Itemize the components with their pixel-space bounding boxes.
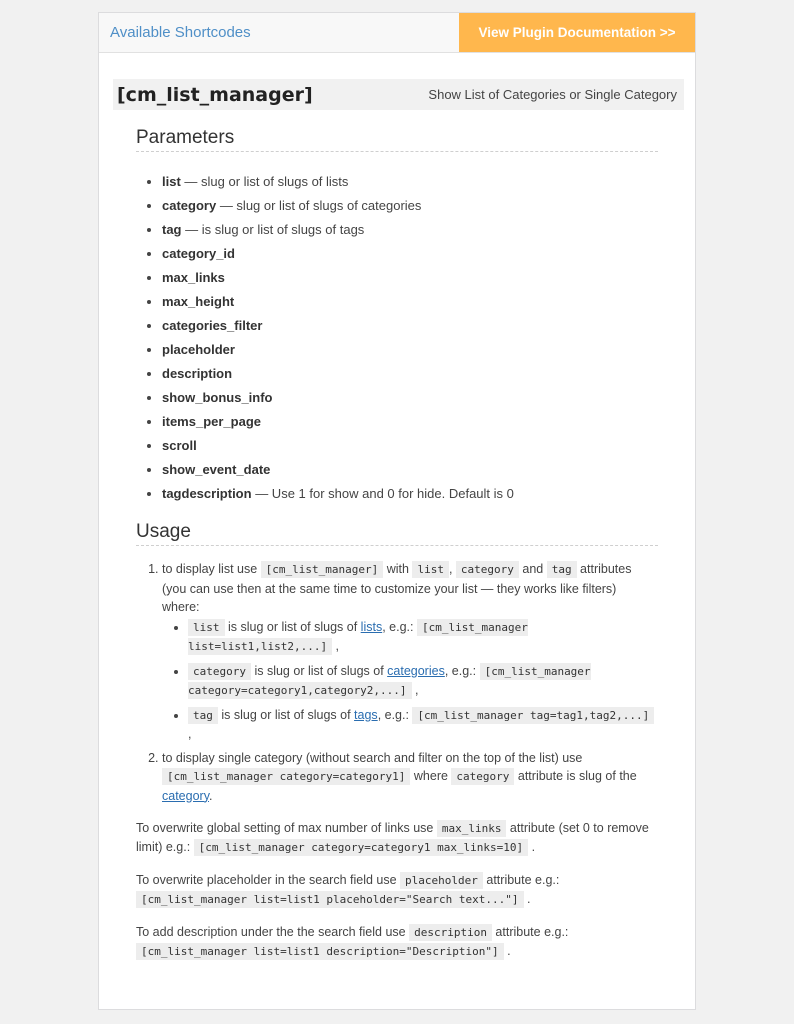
- sub-example-code: [cm_list_manager category=category1,category2,...]: [188, 664, 591, 697]
- parameter-item: [162, 242, 695, 266]
- parameter-name: items_per_page: [162, 414, 261, 429]
- step1-code-shortcode: [cm_list_manager]: [261, 561, 384, 578]
- parameter-name: tagdescription: [162, 486, 252, 501]
- step1-text-3: ,: [448, 562, 456, 576]
- sub-text: is slug or list of slugs of: [217, 707, 355, 722]
- parameters-heading: Parameters: [136, 127, 658, 152]
- sub-text: is slug or list of slugs of: [250, 663, 388, 678]
- parameter-item: [162, 314, 695, 338]
- usage-sub-item-category: [188, 662, 655, 701]
- para2-text-3: .: [523, 892, 531, 906]
- parameter-item: [162, 194, 695, 218]
- para1-code-attr: max_links: [437, 820, 507, 837]
- view-documentation-button[interactable]: View Plugin Documentation >>: [459, 13, 695, 52]
- parameter-item: [162, 386, 695, 410]
- step1-text-2: with: [383, 562, 413, 576]
- usage-sub-list: [162, 618, 655, 744]
- parameter-name: description: [162, 366, 233, 381]
- para3-text-1: To add description under the the search field use: [136, 925, 410, 939]
- sub-code: tag: [188, 707, 218, 724]
- para3-text-2: attribute e.g.:: [491, 925, 569, 939]
- parameter-description: — is slug or list of slugs of tags: [181, 222, 365, 237]
- parameter-description: — slug or list of slugs of lists: [180, 174, 349, 189]
- step1-code-category: category: [456, 561, 519, 578]
- parameter-name: list: [162, 174, 181, 189]
- para1-text-3: .: [528, 840, 536, 854]
- usage-sub-item-list: [188, 618, 655, 657]
- parameter-name: show_event_date: [162, 462, 271, 477]
- step2-text-3: attribute is slug of the: [514, 769, 637, 783]
- parameter-name: categories_filter: [162, 318, 263, 333]
- step1-text-4: and: [518, 562, 547, 576]
- panel-header: [99, 13, 695, 53]
- parameter-item: [162, 362, 695, 386]
- step1-code-tag: tag: [547, 561, 577, 578]
- usage-step-2: [162, 749, 655, 806]
- parameters-list: [99, 170, 695, 506]
- step2-text-4: .: [209, 788, 213, 803]
- para3-code-attr: description: [409, 924, 492, 941]
- usage-heading: Usage: [136, 521, 658, 546]
- shortcode-name: [cm_list_manager]: [117, 83, 313, 106]
- sub-text-2: , e.g.:: [377, 707, 413, 722]
- step1-text-5: attributes (you can use then at the same time to customize your list — they works like filters) where:: [162, 562, 632, 614]
- shortcode-bar: [113, 79, 684, 110]
- parameter-name: max_height: [162, 294, 235, 309]
- usage-sub-item-tag: [188, 706, 655, 744]
- step1-code-list: list: [412, 561, 449, 578]
- parameter-item: [162, 482, 695, 506]
- step2-code-category: category: [451, 768, 514, 785]
- parameter-description: — slug or list of slugs of categories: [216, 198, 422, 213]
- parameter-item: [162, 218, 695, 242]
- para2-code-attr: placeholder: [400, 872, 483, 889]
- sub-text-2: , e.g.:: [382, 619, 417, 634]
- parameter-item: [162, 266, 695, 290]
- panel-title: Available Shortcodes: [110, 24, 251, 41]
- para2-text-1: To overwrite placeholder in the search field use: [136, 873, 401, 887]
- parameter-item: [162, 410, 695, 434]
- placeholder-paragraph: [136, 871, 655, 909]
- sub-example-code: [cm_list_manager tag=tag1,tag2,...]: [412, 707, 654, 724]
- parameter-name: tag: [162, 222, 182, 237]
- parameter-name: scroll: [162, 438, 197, 453]
- sub-example-code: [cm_list_manager list=list1,list2,...]: [188, 620, 528, 653]
- step2-text-2: where: [410, 769, 452, 783]
- para2-code-example: [cm_list_manager list=list1 placeholder="Search text..."]: [136, 891, 524, 908]
- sub-end: ,: [332, 639, 340, 653]
- parameter-name: show_bonus_info: [162, 390, 273, 405]
- parameter-name: category_id: [162, 246, 235, 261]
- usage-list: [99, 560, 695, 805]
- para1-code-example: [cm_list_manager category=category1 max_links=10]: [194, 839, 529, 856]
- categories-link[interactable]: categories: [387, 663, 445, 678]
- parameter-name: category: [162, 198, 217, 213]
- sub-text: is slug or list of slugs of: [224, 619, 361, 634]
- para1-text-2: attribute (set 0 to remove limit) e.g.:: [136, 821, 649, 854]
- parameter-item: [162, 338, 695, 362]
- parameter-item: [162, 290, 695, 314]
- shortcode-description: Show List of Categories or Single Category: [428, 87, 677, 102]
- parameter-item: [162, 434, 695, 458]
- para2-text-2: attribute e.g.:: [482, 873, 560, 887]
- parameter-name: max_links: [162, 270, 225, 285]
- usage-step-1: [162, 560, 655, 744]
- description-paragraph: [136, 923, 655, 961]
- sub-end: ,: [188, 727, 192, 741]
- step2-code-shortcode: [cm_list_manager category=category1]: [162, 768, 410, 785]
- para3-code-example: [cm_list_manager list=list1 description="Description"]: [136, 943, 504, 960]
- category-link[interactable]: category: [162, 788, 210, 803]
- para3-text-3: .: [503, 944, 511, 958]
- para1-text-1: To overwrite global setting of max number of links use: [136, 821, 437, 835]
- step2-text-1: to display single category (without search and filter on the top of the list) use: [162, 750, 583, 765]
- parameter-description: — Use 1 for show and 0 for hide. Default is 0: [251, 486, 514, 501]
- sub-text-2: , e.g.:: [444, 663, 480, 678]
- parameter-item: [162, 170, 695, 194]
- step1-text-1: to display list use: [162, 562, 261, 576]
- max-links-paragraph: [136, 819, 655, 857]
- sub-code: category: [188, 663, 251, 680]
- lists-link[interactable]: lists: [360, 619, 383, 634]
- parameter-name: placeholder: [162, 342, 235, 357]
- sub-end: ,: [411, 683, 419, 697]
- tags-link[interactable]: tags: [354, 707, 378, 722]
- parameter-item: [162, 458, 695, 482]
- shortcodes-panel: [98, 12, 696, 1010]
- sub-code: list: [188, 619, 225, 636]
